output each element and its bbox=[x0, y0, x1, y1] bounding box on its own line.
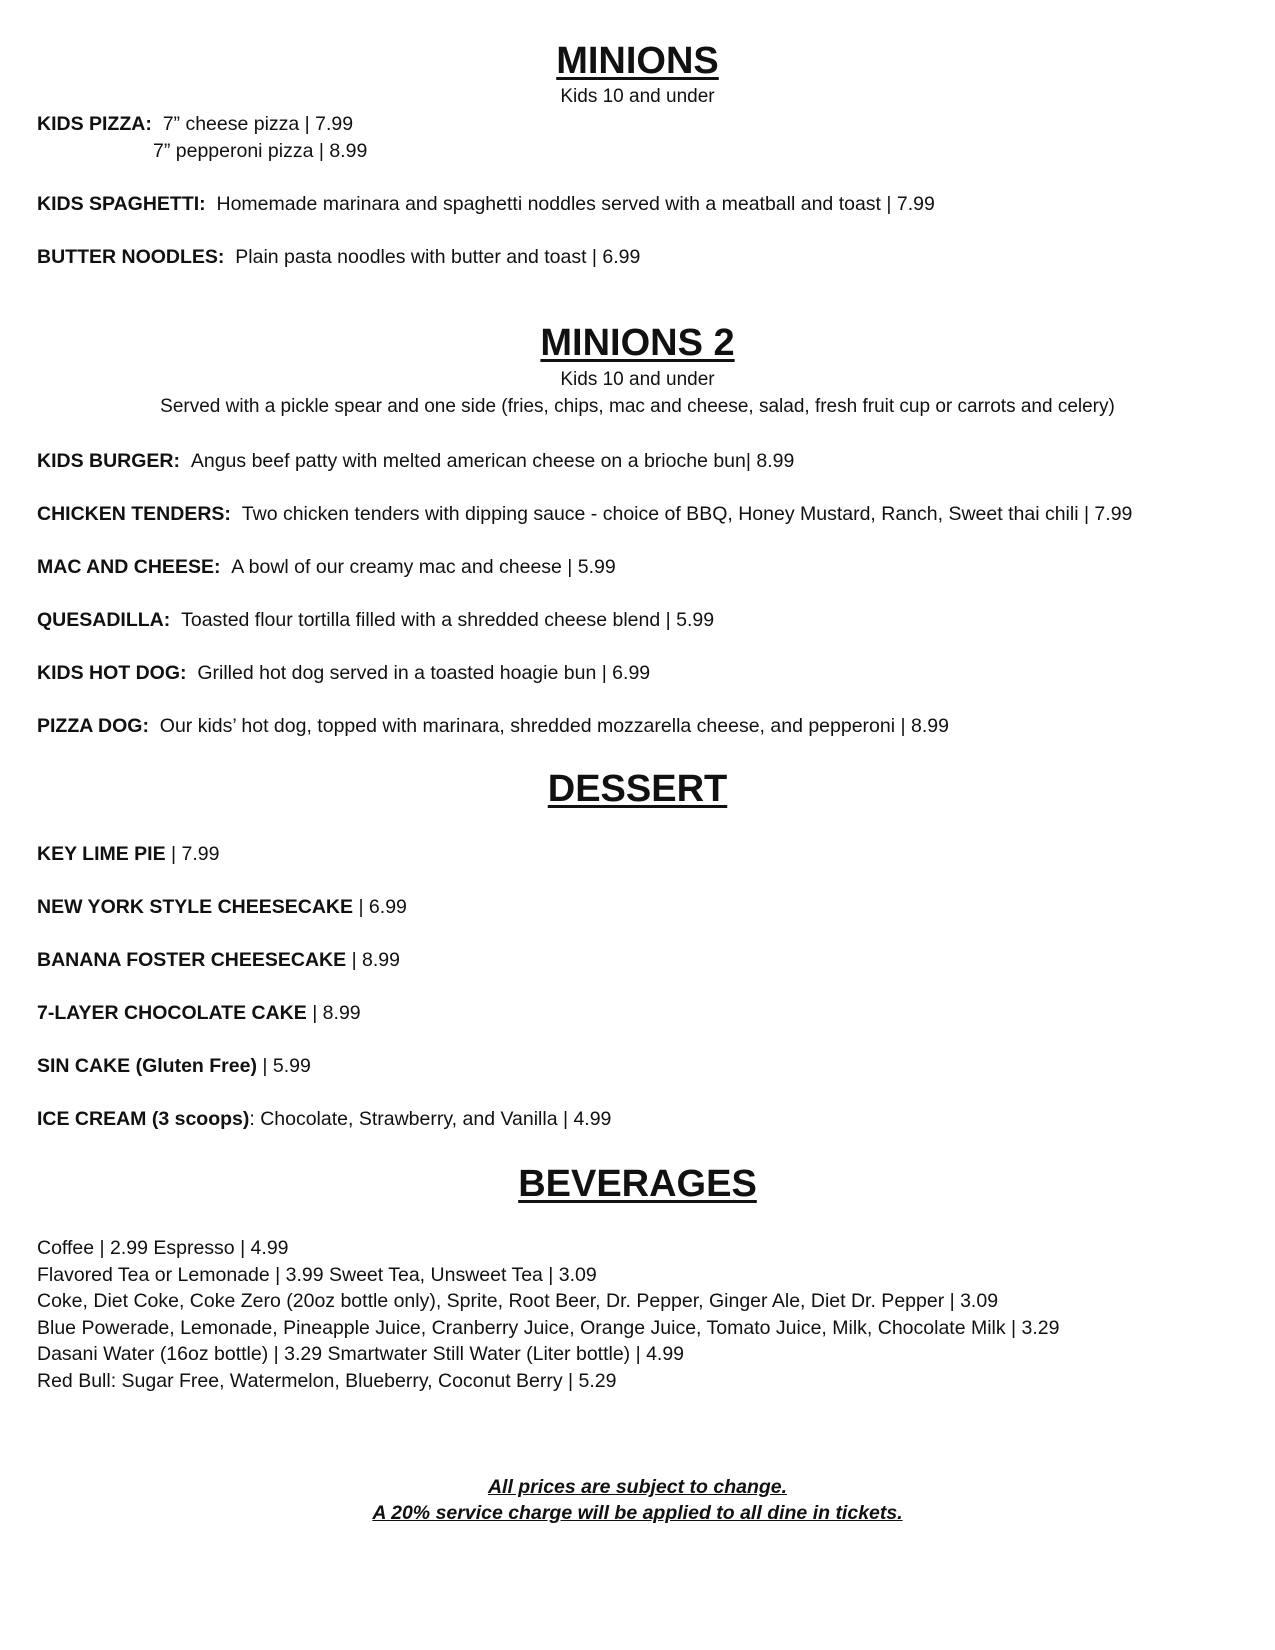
footer-price-notice: All prices are subject to change. bbox=[487, 1476, 788, 1498]
item-name: KIDS PIZZA: bbox=[37, 113, 152, 135]
menu-item bbox=[37, 949, 400, 972]
beverage-line: Flavored Tea or Lemonade | 3.99 Sweet Tea, Unsweet Tea | 3.09 bbox=[37, 1264, 597, 1286]
item-name: NEW YORK STYLE CHEESECAKE bbox=[37, 896, 354, 918]
section-title-beverages: BEVERAGES bbox=[518, 1163, 757, 1205]
item-desc: 7” cheese pizza | 7.99 bbox=[162, 113, 354, 135]
item-desc: : Chocolate, Strawberry, and Vanilla | 4.99 bbox=[249, 1108, 612, 1130]
menu-item bbox=[37, 1108, 611, 1131]
item-desc: Toasted flour tortilla filled with a shredded cheese blend | 5.99 bbox=[181, 609, 715, 631]
beverage-line: Coffee | 2.99 Espresso | 4.99 bbox=[37, 1237, 289, 1259]
item-desc: Angus beef patty with melted american cheese on a brioche bun| 8.99 bbox=[190, 450, 795, 472]
item-desc: Two chicken tenders with dipping sauce - choice of BBQ, Honey Mustard, Ranch, Sweet thai chili | 7.99 bbox=[241, 503, 1133, 525]
menu-item bbox=[37, 1002, 361, 1025]
item-desc: Plain pasta noodles with butter and toast | 6.99 bbox=[235, 246, 641, 268]
menu-item bbox=[37, 246, 640, 269]
item-name: CHICKEN TENDERS: bbox=[37, 503, 231, 525]
section-subtitle-minions-2: Kids 10 and under bbox=[560, 369, 715, 390]
menu-item bbox=[37, 450, 794, 473]
item-name: KIDS HOT DOG: bbox=[37, 662, 187, 684]
item-name: KIDS BURGER: bbox=[37, 450, 181, 472]
beverage-line: Red Bull: Sugar Free, Watermelon, Blueberry, Coconut Berry | 5.29 bbox=[37, 1370, 617, 1392]
item-desc: Homemade marinara and spaghetti noddles served with a meatball and toast | 7.99 bbox=[216, 193, 935, 215]
menu-item bbox=[37, 662, 650, 685]
menu-item bbox=[37, 503, 1132, 526]
menu-item bbox=[153, 140, 367, 163]
section-subtitle-minions: Kids 10 and under bbox=[560, 86, 715, 107]
item-name: ICE CREAM (3 scoops) bbox=[37, 1108, 250, 1130]
item-name: KIDS SPAGHETTI: bbox=[37, 193, 206, 215]
item-desc: Our kids’ hot dog, topped with marinara, shredded mozzarella cheese, and pepperoni | 8.99 bbox=[159, 715, 949, 737]
item-name: PIZZA DOG: bbox=[37, 715, 149, 737]
footer-service-charge-notice: A 20% service charge will be applied to all dine in tickets. bbox=[372, 1502, 903, 1524]
menu-item bbox=[37, 896, 407, 919]
item-desc: | 8.99 bbox=[312, 1002, 361, 1024]
item-name: SIN CAKE (Gluten Free) bbox=[37, 1055, 257, 1077]
section-title-minions: MINIONS bbox=[556, 40, 719, 82]
section-title-minions-2: MINIONS 2 bbox=[540, 322, 735, 364]
item-desc: | 6.99 bbox=[358, 896, 407, 918]
beverage-line: Dasani Water (16oz bottle) | 3.29 Smartwater Still Water (Liter bottle) | 4.99 bbox=[37, 1343, 685, 1365]
menu-item bbox=[37, 556, 616, 579]
item-name: MAC AND CHEESE: bbox=[37, 556, 221, 578]
menu-item bbox=[37, 609, 714, 632]
section-title-dessert: DESSERT bbox=[547, 768, 728, 810]
menu-item bbox=[37, 1055, 311, 1078]
item-desc: A bowl of our creamy mac and cheese | 5.99 bbox=[231, 556, 616, 578]
item-name: BANANA FOSTER CHEESECAKE bbox=[37, 949, 347, 971]
beverage-line: Blue Powerade, Lemonade, Pineapple Juice, Cranberry Juice, Orange Juice, Tomato Juice, Milk, Chocolate Milk | 3.29 bbox=[37, 1317, 1060, 1339]
menu-item bbox=[37, 113, 353, 136]
menu-item bbox=[37, 843, 219, 866]
item-name: BUTTER NOODLES: bbox=[37, 246, 225, 268]
menu-item bbox=[37, 193, 935, 216]
item-name: QUESADILLA: bbox=[37, 609, 171, 631]
item-desc: | 7.99 bbox=[171, 843, 220, 865]
item-desc: 7” pepperoni pizza | 8.99 bbox=[153, 140, 368, 162]
menu-item bbox=[37, 715, 949, 738]
item-desc: | 5.99 bbox=[262, 1055, 311, 1077]
item-desc: Grilled hot dog served in a toasted hoagie bun | 6.99 bbox=[197, 662, 651, 684]
section-note-minions-2: Served with a pickle spear and one side (fries, chips, mac and cheese, salad, fresh fruit cup or carrots and celery) bbox=[160, 396, 1115, 417]
item-name: KEY LIME PIE bbox=[37, 843, 166, 865]
beverage-line: Coke, Diet Coke, Coke Zero (20oz bottle only), Sprite, Root Beer, Dr. Pepper, Ginger Ale, Diet Dr. Pepper | 3.09 bbox=[37, 1290, 999, 1312]
item-name: 7-LAYER CHOCOLATE CAKE bbox=[37, 1002, 307, 1024]
item-desc: | 8.99 bbox=[351, 949, 400, 971]
